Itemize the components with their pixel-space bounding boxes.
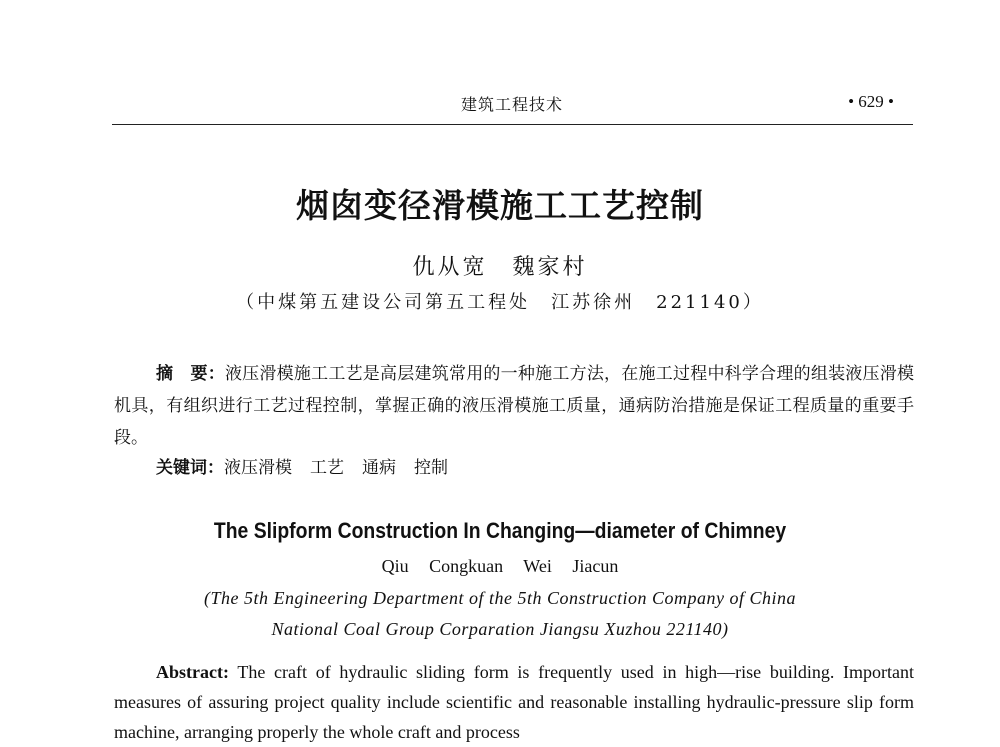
running-header	[112, 88, 912, 114]
abstract-chinese	[114, 358, 914, 454]
abstract-chinese-label: 摘 要：	[156, 364, 225, 384]
header-rule	[112, 124, 913, 125]
affiliation-english-line1: (The 5th Engineering Department of the 5th Construction Company of China	[204, 588, 796, 608]
title-chinese: 烟囱变径滑模施工工艺控制	[296, 186, 704, 225]
abstract-english-text: The craft of hydraulic sliding form is frequently used in high—rise building. Important measures of assuring project quality include scientific and reasonable installing hydraulic-pressure slip form machine, arranging properly the whole craft and process	[114, 662, 914, 742]
keyword-item: 控制	[414, 458, 448, 478]
title-english: The Slipform Construction In Changing—diameter of Chimney	[213, 518, 787, 543]
keywords-chinese	[156, 454, 916, 482]
affiliation-chinese: （中煤第五建设公司第五工程处 江苏徐州 221140）	[236, 292, 764, 313]
affiliation-english-line2: National Coal Group Corparation Jiangsu Xuzhou 221140)	[271, 619, 729, 639]
keywords-label: 关键词：	[156, 458, 224, 478]
keyword-item: 液压滑模	[224, 458, 292, 478]
authors-chinese: 仇从宽 魏家村	[412, 255, 588, 280]
keyword-item: 工艺	[310, 458, 344, 478]
authors-english: Qiu Congkuan Wei Jiacun	[381, 556, 619, 576]
keyword-item: 通病	[362, 458, 396, 478]
page-number: • 629 •	[848, 92, 894, 111]
abstract-english	[114, 657, 914, 747]
abstract-english-label: Abstract:	[156, 662, 229, 682]
abstract-chinese-text: 液压滑模施工工艺是高层建筑常用的一种施工方法，在施工过程中科学合理的组装液压滑模机具，有组织进行工艺过程控制，掌握正确的液压滑模施工质量，通病防治措施是保证工程质量的重要手段。	[114, 364, 915, 448]
journal-name: 建筑工程技术	[460, 95, 563, 114]
